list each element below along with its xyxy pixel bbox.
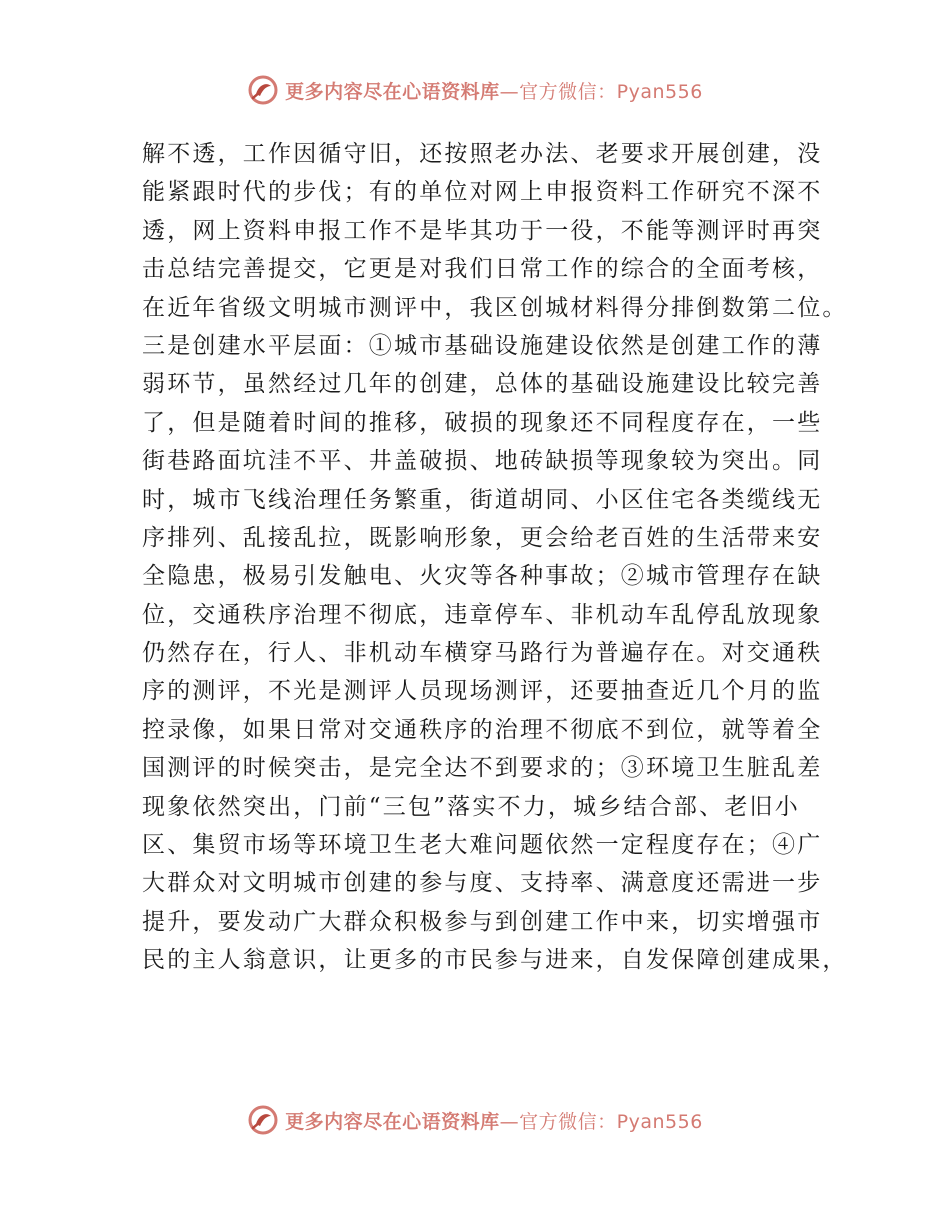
body-text-line: 国测评的时候突击，是完全达不到要求的；③环境卫生脏乱差 [142,755,823,782]
body-text-line: 提升，要发动广大群众积极参与到创建工作中来，切实增强市 [142,908,823,935]
document-body [142,135,848,980]
header-banner-text [285,77,703,104]
body-text-line: 序排列、乱接乱拉，既影响形象，更会给老百姓的生活带来安 [142,524,823,551]
body-text-line: 弱环节，虽然经过几年的创建，总体的基础设施建设比较完善 [142,371,823,398]
header-banner [0,70,950,110]
body-text-line: 位，交通秩序治理不彻底，违章停车、非机动车乱停乱放现象 [142,601,823,628]
body-text-line: 透，网上资料申报工作不是毕其功于一役，不能等测评时再突 [142,217,823,244]
footer-separator: — [499,1110,520,1133]
body-text-line: 全隐患，极易引发触电、火灾等各种事故；②城市管理存在缺 [142,563,823,590]
footer-banner-text [285,1107,703,1134]
brand-logo-icon [247,74,279,106]
body-text-line: 在近年省级文明城市测评中，我区创城材料得分排倒数第二位。 [142,294,848,321]
body-text-line: 街巷路面坑洼不平、井盖破损、地砖缺损等现象较为突出。同 [142,448,823,475]
header-brand-text: 更多内容尽在心语资料库 [285,80,500,103]
body-text-line: 时，城市飞线治理任务繁重，街道胡同、小区住宅各类缆线无 [142,486,823,513]
body-text-line: 解不透，工作因循守旧，还按照老办法、老要求开展创建，没 [142,141,823,167]
body-text-line: 击总结完善提交，它更是对我们日常工作的综合的全面考核， [142,256,823,283]
body-text-line: 现象依然突出，门前“三包”落实不力，城乡结合部、老旧小 [142,793,800,820]
body-text-line: 了，但是随着时间的推移，破损的现象还不同程度存在，一些 [142,409,823,436]
header-contact-text: 官方微信：Pyan556 [519,80,703,103]
header-separator: — [499,80,520,103]
body-text-line: 区、集贸市场等环境卫生老大难问题依然一定程度存在；④广 [142,832,823,859]
brand-logo-icon [247,1104,279,1136]
footer-contact-text: 官方微信：Pyan556 [519,1110,703,1133]
footer-banner [0,1100,950,1140]
body-text-line: 控录像，如果日常对交通秩序的治理不彻底不到位，就等着全 [142,716,823,743]
body-text-line: 三是创建水平层面：①城市基础设施建设依然是创建工作的薄 [142,332,823,359]
body-text-line: 能紧跟时代的步伐；有的单位对网上申报资料工作研究不深不 [142,179,823,206]
body-text-line: 民的主人翁意识，让更多的市民参与进来，自发保障创建成果， [142,947,848,974]
body-text-line: 仍然存在，行人、非机动车横穿马路行为普遍存在。对交通秩 [142,640,823,667]
body-text-line: 序的测评，不光是测评人员现场测评，还要抽查近几个月的监 [142,678,823,705]
footer-brand-text: 更多内容尽在心语资料库 [285,1110,500,1133]
body-text-line: 大群众对文明城市创建的参与度、支持率、满意度还需进一步 [142,870,823,897]
